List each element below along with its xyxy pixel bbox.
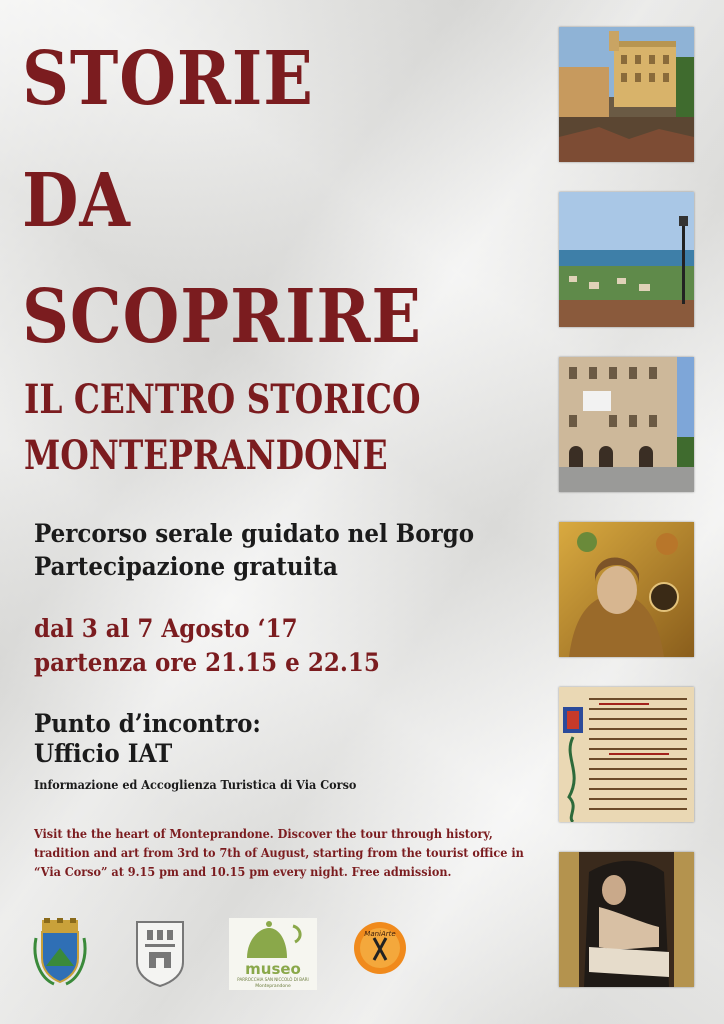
free-participation: Partecipazione gratuita [34, 552, 338, 581]
photo-town-palazzo [559, 27, 694, 162]
meeting-point-label: Punto d’incontro: [34, 709, 261, 738]
subtitle-line-1: IL CENTRO STORICO [24, 376, 421, 423]
departure-times: partenza ore 21.15 e 22.15 [34, 648, 380, 677]
museo-place: Monteprandone [255, 984, 291, 989]
title-line-2: DA [22, 158, 131, 244]
title-line-1: STORIE [22, 36, 314, 122]
english-description: Visit the the heart of Monteprandone. Discover the tour through history, tradition and art from 3rd to 7th of August, starting from the tourist office in “Via Corso” at 9.15 pm and 10.15 pm every night. Free admission. [34, 826, 524, 879]
tour-description: Percorso serale guidato nel Borgo [34, 519, 475, 548]
photo-sea-view [559, 192, 694, 327]
photo-palazzo-facade [559, 357, 694, 492]
meeting-point-office: Ufficio IAT [34, 739, 173, 768]
photo-manuscript [559, 687, 694, 822]
museo-logo [229, 918, 317, 994]
comune-coat-of-arms-logo [32, 918, 88, 990]
museo-sub: PARROCCHIA SAN NICCOLÒ DI BARI [237, 977, 309, 982]
title-line-3: SCOPRIRE [22, 274, 422, 360]
photo-pieta-painting [559, 852, 694, 987]
event-dates: dal 3 al 7 Agosto ‘17 [34, 614, 298, 643]
meeting-point-detail: Informazione ed Accoglienza Turistica di Via Corso [34, 777, 357, 792]
maniarte-logo [350, 918, 410, 982]
subtitle-line-2: MONTEPRANDONE [24, 432, 388, 479]
museo-word: museo [245, 960, 301, 978]
maniarte-label: ManiArte [364, 930, 396, 938]
photo-saint-painting [559, 522, 694, 657]
heritage-building-logo [133, 918, 187, 992]
